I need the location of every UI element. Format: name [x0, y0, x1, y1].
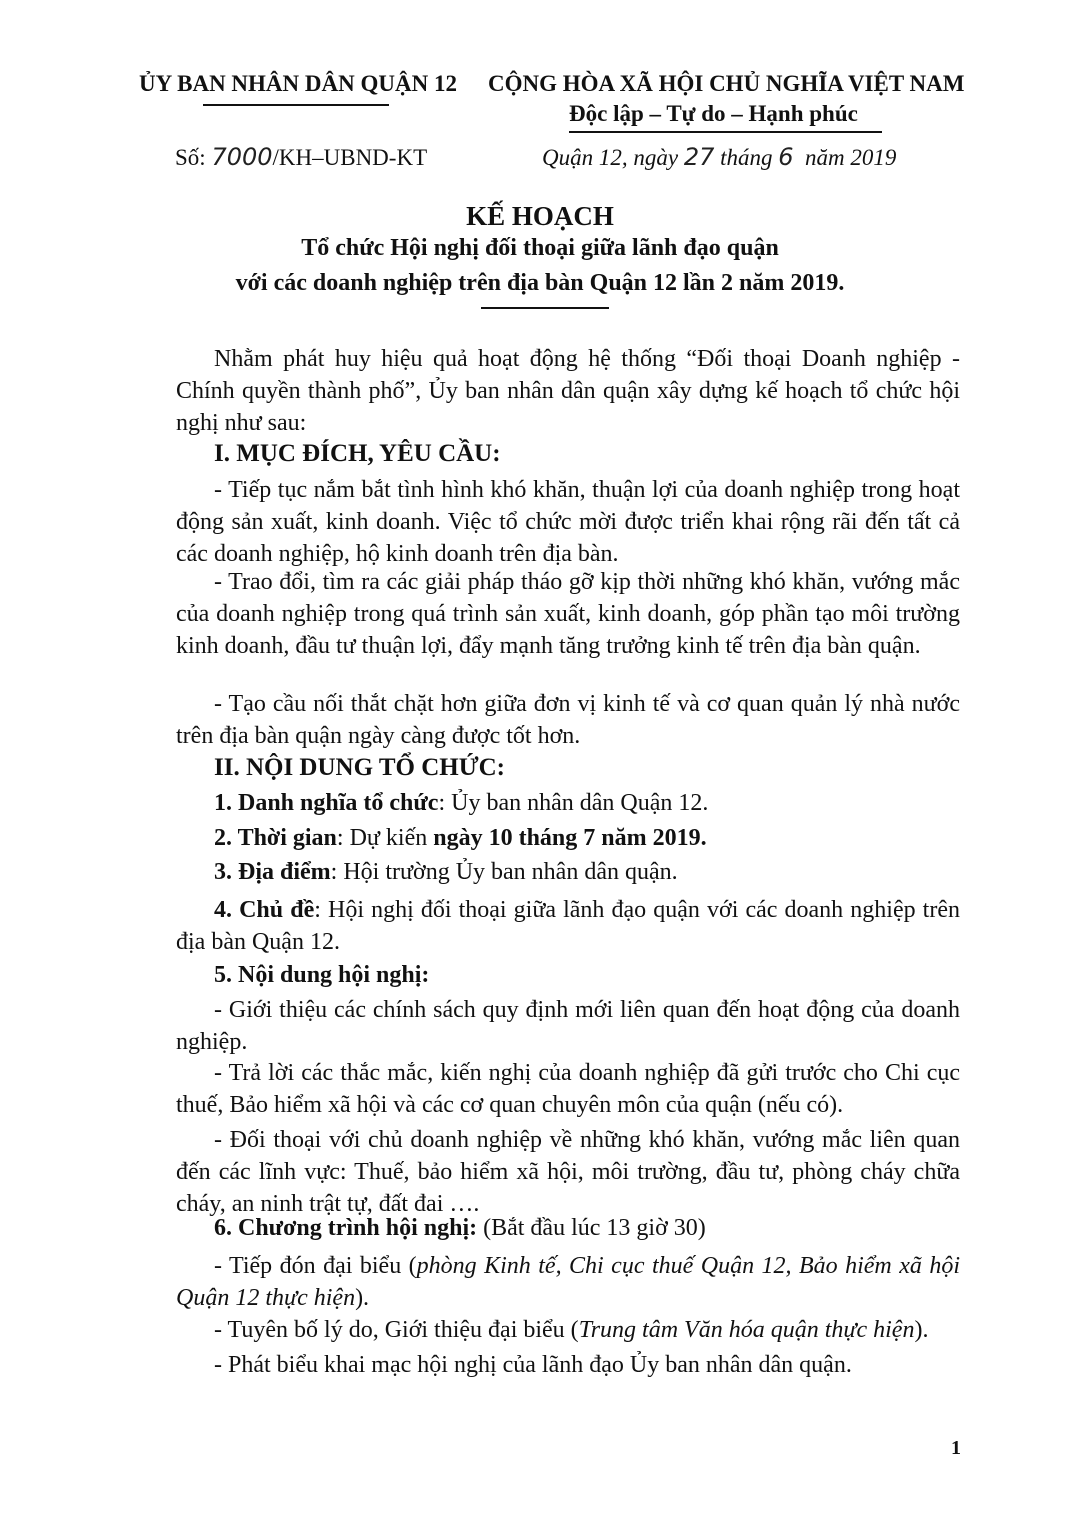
section-1-item-2: - Trao đổi, tìm ra các giải pháp tháo gỡ kịp thời những khó khăn, vướng mắc của doanh nghiệp trong quá trình sản xuất, kinh doanh, góp phần tạo môi trường kinh doanh, đầu tư thuận lợi, đẩy mạnh tăng trưởng kinh tế trên địa bàn quận.	[176, 569, 960, 659]
page-number: 1	[951, 1437, 961, 1459]
item-organizer-label: 1. Danh nghĩa tổ chức	[214, 790, 439, 816]
document-title: KẾ HOẠCH	[466, 201, 614, 231]
section-2-heading: II. NỘI DUNG TỔ CHỨC:	[214, 754, 505, 781]
item-topic-text: : Hội nghị đối thoại giữa lãnh đạo quận với các doanh nghiệp trên địa bàn Quận 12.	[176, 897, 960, 955]
item-time-date: ngày 10 tháng 7 năm 2019.	[433, 825, 707, 851]
org-underline	[203, 104, 389, 106]
section-1-item-3: - Tạo cầu nối thắt chặt hơn giữa đơn vị kinh tế và cơ quan quản lý nhà nước trên địa bàn quận ngày càng được tốt hơn.	[176, 691, 960, 749]
title-line-2: với các doanh nghiệp trên địa bàn Quận 12 lần 2 năm 2019.	[235, 270, 845, 296]
motto-underline	[569, 131, 882, 133]
doc-number-suffix: /KH–UBND-KT	[272, 145, 428, 170]
item-content-heading: 5. Nội dung hội nghị:	[214, 962, 430, 988]
program-item-2-a: - Tuyên bố lý do, Giới thiệu đại biểu (	[214, 1317, 579, 1343]
nation-title: CỘNG HÒA XÃ HỘI CHỦ NGHĨA VIỆT NAM	[488, 71, 965, 96]
item-program-label: 6. Chương trình hội nghị:	[214, 1215, 478, 1241]
item-topic-label: 4. Chủ đề	[214, 897, 315, 923]
national-motto: Độc lập – Tự do – Hạnh phúc	[569, 101, 858, 126]
content-item-3: - Đối thoại với chủ doanh nghiệp về những khó khăn, vướng mắc liên quan đến các lĩnh vực: Thuế, bảo hiểm xã hội, môi trường, đầu tư, phòng cháy chữa cháy, an ninh trật tự, đất đai ….	[176, 1127, 960, 1217]
date-month-label: tháng	[720, 145, 773, 170]
date-day-handwritten: 27	[683, 143, 715, 171]
item-time	[214, 825, 707, 852]
doc-number-prefix: Số:	[175, 145, 206, 170]
section-1-heading: I. MỤC ĐÍCH, YÊU CẦU:	[214, 440, 501, 467]
item-organizer-text: : Ủy ban nhân dân Quận 12.	[438, 790, 709, 816]
title-underline	[481, 307, 609, 309]
program-item-2	[176, 1314, 960, 1346]
program-item-1-b: ).	[355, 1285, 370, 1311]
content-item-2: - Trả lời các thắc mắc, kiến nghị của doanh nghiệp đã gửi trước cho Chi cục thuế, Bảo hiểm xã hội và các cơ quan chuyên môn của quận (nếu có).	[176, 1060, 960, 1118]
date-month-handwritten: 6	[778, 143, 794, 171]
item-program-text: (Bắt đầu lúc 13 giờ 30)	[477, 1215, 706, 1241]
item-time-text: : Dự kiến	[336, 825, 434, 851]
section-1-item-1: - Tiếp tục nắm bắt tình hình khó khăn, thuận lợi của doanh nghiệp trong hoạt động sản xuất, kinh doanh. Việc tổ chức mời được triển khai rộng rãi đến tất cả các doanh nghiệp, hộ kinh doanh trên địa bàn.	[176, 477, 960, 567]
program-item-3: - Phát biểu khai mạc hội nghị của lãnh đạo Ủy ban nhân dân quận.	[214, 1352, 852, 1378]
date-place: Quận 12, ngày	[542, 145, 679, 170]
item-topic	[176, 894, 960, 958]
item-organizer	[214, 790, 708, 817]
document-number	[175, 143, 427, 171]
program-item-1-a: - Tiếp đón đại biểu (	[214, 1253, 417, 1279]
item-venue	[214, 859, 678, 886]
program-item-2-b: ).	[914, 1317, 929, 1343]
intro-paragraph: Nhằm phát huy hiệu quả hoạt động hệ thống “Đối thoại Doanh nghiệp - Chính quyền thành phố”, Ủy ban nhân dân quận xây dựng kế hoạch tổ chức hội nghị như sau:	[176, 346, 960, 436]
title-line-1: Tổ chức Hội nghị đối thoại giữa lãnh đạo quận	[301, 235, 779, 261]
item-venue-label: 3. Địa điểm	[214, 859, 331, 885]
date-year: năm 2019	[805, 145, 897, 170]
document-date	[542, 143, 896, 171]
content-item-1: - Giới thiệu các chính sách quy định mới liên quan đến hoạt động của doanh nghiệp.	[176, 997, 960, 1055]
item-program	[214, 1215, 706, 1242]
program-item-2-italic: Trung tâm Văn hóa quận thực hiện	[578, 1317, 915, 1343]
doc-number-handwritten: 7000	[211, 143, 273, 171]
issuing-organization: ỦY BAN NHÂN DÂN QUẬN 12	[139, 71, 457, 96]
item-time-label: 2. Thời gian	[214, 825, 337, 851]
program-item-1	[176, 1250, 960, 1314]
program-item-1-italic: phòng Kinh tế, Chi cục thuế Quận 12, Bảo hiểm xã hội Quận 12 thực hiện	[176, 1253, 961, 1311]
item-venue-text: : Hội trường Ủy ban nhân dân quận.	[330, 859, 678, 885]
